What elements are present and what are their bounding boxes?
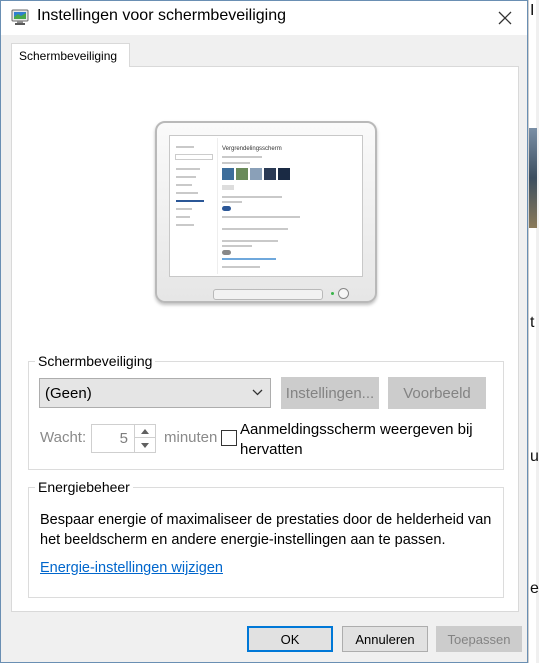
stepper-up-button[interactable]: [135, 425, 155, 438]
tab-screensaver[interactable]: Schermbeveiliging: [11, 43, 130, 67]
power-button-icon: [338, 288, 349, 299]
chevron-up-icon: [141, 429, 149, 434]
background-glyph: t: [530, 314, 535, 331]
screensaver-selected-value: (Geen): [45, 385, 92, 402]
preview-heading: Vergrendelingsscherm: [222, 146, 282, 152]
power-management-group-label: Energiebeheer: [35, 479, 133, 495]
wait-minutes-stepper[interactable]: [134, 424, 156, 453]
window-title: Instellingen voor schermbeveiliging: [37, 7, 287, 24]
power-led: [331, 292, 334, 295]
background-window: [528, 0, 539, 663]
preview-button[interactable]: Voorbeeld: [388, 377, 486, 409]
monitor-stand: [213, 289, 323, 300]
chevron-down-icon: [141, 443, 149, 448]
background-photo: [529, 128, 537, 228]
stepper-down-button[interactable]: [135, 439, 155, 452]
apply-button[interactable]: Toepassen: [436, 626, 522, 652]
screensaver-select[interactable]: [39, 378, 271, 408]
background-glyph: I: [530, 2, 535, 19]
ok-button[interactable]: OK: [247, 626, 333, 652]
show-logon-screen-label[interactable]: Aanmeldingsscherm weergeven bij hervatten: [240, 421, 473, 458]
screensaver-group: [28, 353, 504, 470]
screensaver-group-label: Schermbeveiliging: [35, 353, 155, 369]
wait-minutes-input[interactable]: 5: [91, 424, 135, 453]
screensaver-monitor-icon: [11, 8, 29, 26]
title-bar[interactable]: [1, 1, 527, 35]
background-glyph: u: [530, 448, 539, 465]
power-management-description: Bespaar energie of maximaliseer de prestaties door de helderheid van het beeldscherm en andere energie-instellingen aan te passen.: [40, 512, 492, 548]
preview-sidebar: [172, 138, 218, 274]
close-icon: [498, 11, 512, 25]
tab-panel-screensaver: [11, 66, 519, 612]
preview-screen: [169, 135, 363, 277]
chevron-down-icon: [252, 389, 263, 396]
change-power-settings-link[interactable]: Energie-instellingen wijzigen: [40, 560, 223, 576]
power-management-group: [28, 479, 504, 598]
show-logon-screen-checkbox[interactable]: [221, 430, 237, 446]
monitor-preview: [155, 121, 377, 303]
background-glyph: e: [530, 580, 539, 597]
close-button[interactable]: [483, 1, 527, 34]
wait-label: Wacht:: [40, 429, 87, 446]
cancel-button[interactable]: Annuleren: [342, 626, 428, 652]
minutes-label: minuten: [164, 429, 218, 446]
settings-button[interactable]: Instellingen...: [281, 377, 379, 409]
